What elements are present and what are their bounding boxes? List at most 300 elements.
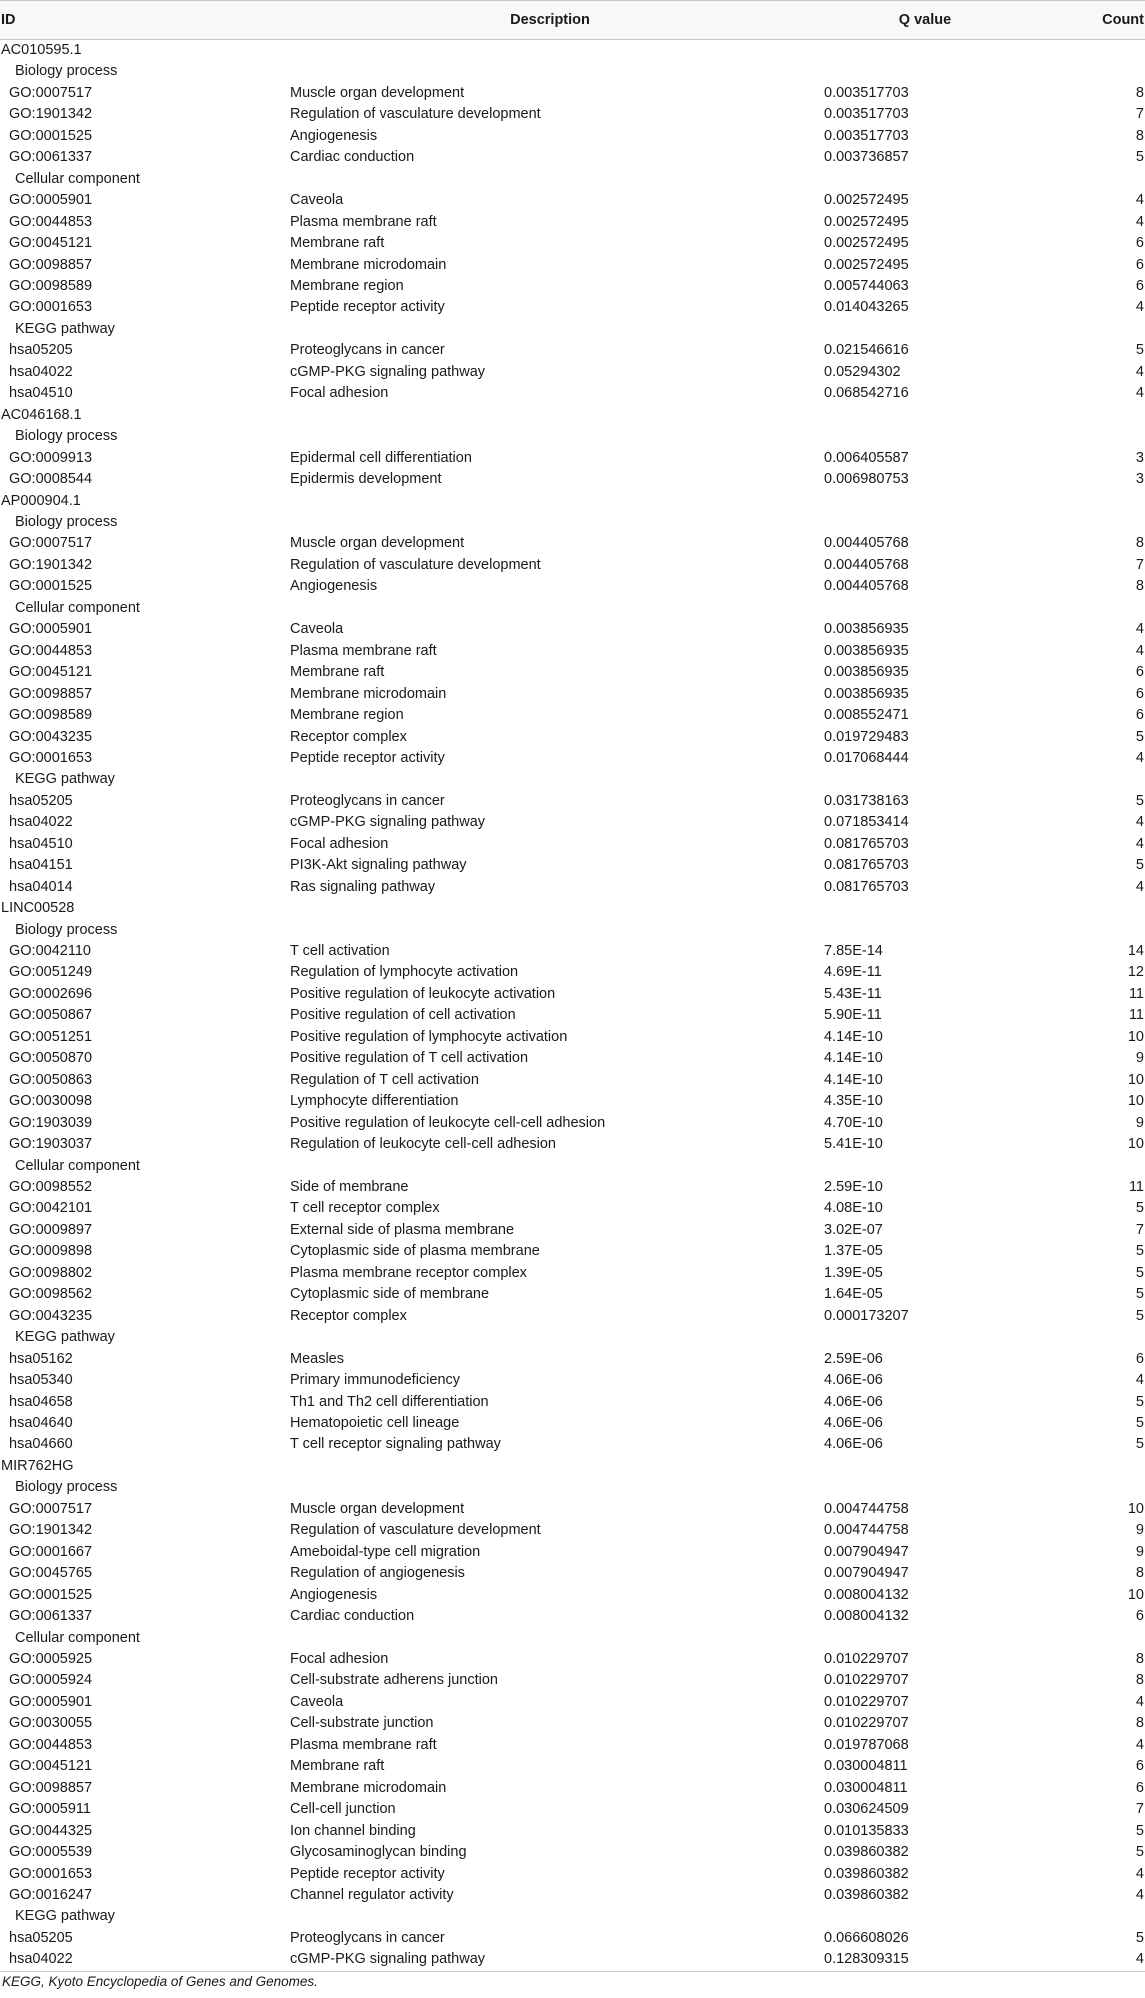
term-description: Channel regulator activity [290, 1886, 454, 1903]
gene-count: 8 [1135, 1650, 1144, 1667]
table-row [0, 1499, 1145, 1520]
q-value: 0.008552471 [824, 707, 909, 724]
table-row [0, 533, 1145, 554]
term-description: T cell receptor complex [290, 1200, 440, 1217]
term-id: GO:0008544 [9, 471, 93, 488]
gene-count: 4 [1135, 749, 1144, 766]
term-id: GO:0007517 [9, 1500, 93, 1517]
q-value: 0.003517703 [824, 127, 909, 144]
term-id: GO:0001525 [9, 1586, 93, 1603]
term-description: Glycosaminoglycan binding [290, 1844, 467, 1861]
category-label: KEGG pathway [15, 1908, 115, 1925]
table-row [0, 1670, 1145, 1691]
table-row [0, 1370, 1145, 1391]
term-id: GO:0045121 [9, 1758, 93, 1775]
q-value: 0.003736857 [824, 149, 909, 166]
table-row [0, 1606, 1145, 1627]
category-row [0, 319, 1145, 340]
term-id: GO:0044853 [9, 1736, 93, 1753]
q-value: 0.081765703 [824, 835, 909, 852]
gene-count: 8 [1135, 84, 1144, 101]
term-id: hsa05205 [9, 792, 73, 809]
term-id: hsa04151 [9, 857, 73, 874]
q-value: 0.081765703 [824, 878, 909, 895]
term-id: hsa04510 [9, 385, 73, 402]
q-value: 0.004405768 [824, 578, 909, 595]
term-description: Membrane microdomain [290, 256, 447, 273]
term-description: Peptide receptor activity [290, 299, 445, 316]
term-id: GO:0009898 [9, 1243, 93, 1260]
term-id: GO:0030098 [9, 1093, 93, 1110]
term-description: Membrane region [290, 277, 404, 294]
table-row [0, 1928, 1145, 1949]
table-row [0, 1735, 1145, 1756]
gene-count: 6 [1135, 1350, 1144, 1367]
gene-count: 8 [1135, 578, 1144, 595]
gene-count: 8 [1135, 1715, 1144, 1732]
table-row [0, 705, 1145, 726]
term-id: GO:0016247 [9, 1886, 93, 1903]
term-id: hsa04640 [9, 1415, 73, 1431]
q-value: 5.41E-10 [824, 1136, 883, 1153]
gene-count: 11 [1128, 985, 1144, 1002]
table-body [0, 40, 1145, 1972]
term-id: GO:0051249 [9, 964, 93, 981]
term-description: Primary immunodeficiency [290, 1372, 461, 1389]
term-description: Plasma membrane receptor complex [290, 1264, 527, 1281]
table-row [0, 1392, 1145, 1413]
gene-count: 3 [1135, 471, 1144, 488]
term-description: Hematopoietic cell lineage [290, 1415, 460, 1431]
table-row [0, 619, 1145, 640]
category-row [0, 61, 1145, 82]
table-row [0, 1713, 1145, 1734]
gene-count: 6 [1135, 235, 1144, 252]
q-value: 4.14E-10 [824, 1050, 883, 1067]
term-description: Regulation of lymphocyte activation [290, 964, 519, 981]
gene-count: 10 [1127, 1028, 1144, 1045]
q-value: 4.06E-06 [824, 1436, 883, 1453]
term-id: GO:0007517 [9, 84, 93, 101]
gene-count: 6 [1135, 256, 1144, 273]
q-value: 4.06E-06 [824, 1393, 883, 1410]
term-id: hsa04658 [9, 1393, 73, 1410]
table-row [0, 855, 1145, 876]
gene-name: MIR762HG [1, 1457, 74, 1474]
category-label: Cellular component [15, 599, 140, 616]
header-q-value: Q value [810, 1, 1040, 40]
q-value: 0.007904947 [824, 1565, 909, 1582]
category-label: Biology process [15, 428, 118, 445]
table-row [0, 812, 1145, 833]
q-value: 0.006405587 [824, 449, 909, 466]
q-value: 0.004744758 [824, 1522, 909, 1539]
gene-count: 6 [1135, 1608, 1144, 1625]
term-id: GO:0050867 [9, 1007, 93, 1024]
term-description: Membrane microdomain [290, 685, 447, 702]
table-row [0, 791, 1145, 812]
gene-count: 4 [1135, 213, 1144, 230]
term-description: Caveola [290, 1693, 344, 1710]
term-id: GO:0098589 [9, 707, 93, 724]
term-id: hsa05340 [9, 1372, 73, 1389]
term-description: Receptor complex [290, 1307, 407, 1324]
q-value: 2.59E-06 [824, 1350, 883, 1367]
term-id: GO:0001653 [9, 299, 93, 316]
term-description: Plasma membrane raft [290, 213, 437, 230]
term-description: Focal adhesion [290, 1650, 389, 1667]
term-description: T cell receptor signaling pathway [290, 1436, 501, 1453]
category-label: Cellular component [15, 1629, 140, 1646]
term-description: Proteoglycans in cancer [290, 792, 445, 809]
table-row [0, 1070, 1145, 1091]
q-value: 0.008004132 [824, 1608, 909, 1625]
gene-count: 7 [1135, 556, 1144, 573]
term-description: Cardiac conduction [290, 1608, 415, 1625]
gene-name: AC046168.1 [1, 406, 82, 423]
q-value: 0.004405768 [824, 556, 909, 573]
q-value: 7.85E-14 [824, 943, 883, 960]
table-row [0, 340, 1145, 361]
q-value: 2.59E-10 [824, 1179, 883, 1196]
q-value: 0.003856935 [824, 664, 909, 681]
gene-count: 5 [1135, 1929, 1144, 1946]
term-id: GO:0005924 [9, 1672, 93, 1689]
term-description: Proteoglycans in cancer [290, 342, 445, 359]
gene-count: 5 [1135, 792, 1144, 809]
q-value: 0.003517703 [824, 106, 909, 123]
term-id: GO:0001667 [9, 1543, 93, 1560]
term-id: GO:0098802 [9, 1264, 93, 1281]
category-row [0, 1906, 1145, 1927]
gene-count: 6 [1135, 707, 1144, 724]
table-row [0, 1649, 1145, 1670]
category-label: Biology process [15, 513, 118, 530]
table-row [0, 1284, 1145, 1305]
q-value: 0.005744063 [824, 277, 909, 294]
term-description: Ameboidal-type cell migration [290, 1543, 481, 1560]
table-row [0, 1177, 1145, 1198]
term-description: Peptide receptor activity [290, 1865, 445, 1882]
gene-count: 3 [1135, 449, 1144, 466]
table-row [0, 212, 1145, 233]
gene-group-row [0, 40, 1145, 62]
gene-count: 4 [1135, 1693, 1144, 1710]
gene-count: 5 [1135, 342, 1144, 359]
gene-count: 5 [1135, 1393, 1144, 1410]
term-description: Cytoplasmic side of plasma membrane [290, 1243, 540, 1260]
q-value: 0.066608026 [824, 1929, 909, 1946]
q-value: 0.128309315 [810, 1949, 1040, 1971]
term-description: Th1 and Th2 cell differentiation [290, 1393, 489, 1410]
term-description: Regulation of leukocyte cell-cell adhesion [290, 1136, 556, 1153]
term-id: hsa05205 [9, 1929, 73, 1946]
q-value: 0.010229707 [824, 1650, 909, 1667]
term-description: Epidermis development [290, 471, 442, 488]
q-value: 0.006980753 [824, 471, 909, 488]
gene-count: 10 [1127, 1071, 1144, 1088]
term-id: hsa04022 [9, 814, 73, 831]
table-row [0, 1349, 1145, 1370]
gene-count: 7 [1135, 1221, 1144, 1238]
term-description: Plasma membrane raft [290, 1736, 437, 1753]
q-value: 5.90E-11 [824, 1007, 882, 1024]
gene-count: 8 [1135, 127, 1144, 144]
term-id: GO:0043235 [9, 1307, 93, 1324]
term-id: hsa05162 [9, 1350, 73, 1367]
gene-group-row [0, 405, 1145, 426]
table-row [0, 1949, 1145, 1971]
term-id: GO:0030055 [9, 1715, 93, 1732]
table-row [0, 469, 1145, 490]
gene-count: 10 [1127, 1136, 1144, 1153]
gene-count: 9 [1135, 1050, 1144, 1067]
term-description: Membrane raft [290, 1758, 385, 1775]
table-row [0, 727, 1145, 748]
term-description: Muscle organ development [290, 1500, 465, 1517]
q-value: 4.06E-06 [824, 1372, 883, 1389]
q-value: 3.02E-07 [824, 1221, 883, 1238]
table-row [0, 962, 1145, 983]
table-row [0, 1113, 1145, 1134]
term-id: GO:0001653 [9, 1865, 93, 1882]
table-row [0, 1799, 1145, 1820]
table-footnote: KEGG, Kyoto Encyclopedia of Genes and Genomes. [2, 1973, 318, 1989]
term-id: hsa04014 [9, 878, 73, 895]
term-id: GO:0045121 [9, 235, 93, 252]
gene-count: 5 [1135, 1243, 1144, 1260]
table-row [0, 190, 1145, 211]
table-row [0, 383, 1145, 404]
term-description: Regulation of vasculature development [290, 106, 541, 123]
term-id: GO:0098562 [9, 1286, 93, 1303]
table-row [0, 984, 1145, 1005]
term-id: GO:0005901 [9, 621, 93, 638]
q-value: 4.14E-10 [824, 1071, 883, 1088]
table-row [0, 834, 1145, 855]
gene-count: 8 [1135, 1565, 1144, 1582]
gene-count: 10 [1127, 1500, 1144, 1517]
category-row [0, 1327, 1145, 1348]
q-value: 0.071853414 [824, 814, 909, 831]
q-value: 0.019787068 [824, 1736, 909, 1753]
q-value: 0.039860382 [824, 1844, 909, 1861]
term-id: GO:0098589 [9, 277, 93, 294]
gene-count: 4 [1135, 363, 1144, 380]
category-label: Cellular component [15, 1157, 140, 1174]
term-description: Membrane raft [290, 664, 385, 681]
q-value: 0.030624509 [824, 1801, 909, 1818]
table-row [0, 1585, 1145, 1606]
gene-count: 5 [1135, 1286, 1144, 1303]
term-id: GO:0098857 [9, 685, 93, 702]
q-value: 0.003856935 [824, 642, 909, 659]
term-description: Positive regulation of leukocyte cell-cell adhesion [290, 1114, 606, 1131]
gene-count: 4 [1135, 1865, 1144, 1882]
table-row [0, 1821, 1145, 1842]
table-row [0, 1027, 1145, 1048]
term-description: Caveola [290, 621, 344, 638]
gene-count: 4 [1135, 1886, 1144, 1903]
term-id: GO:0098857 [9, 1779, 93, 1796]
term-id: GO:0045121 [9, 664, 93, 681]
gene-count: 11 [1128, 1179, 1144, 1196]
term-description: Focal adhesion [290, 385, 389, 402]
q-value: 0.021546616 [824, 342, 909, 359]
table-header [0, 1, 1145, 40]
gene-count: 6 [1135, 1779, 1144, 1796]
gene-name: AC010595.1 [1, 42, 82, 58]
term-id: GO:0044853 [9, 642, 93, 659]
term-id: GO:1901342 [9, 556, 93, 573]
table-row [0, 748, 1145, 769]
term-id: GO:0044325 [9, 1822, 93, 1839]
table-row [0, 83, 1145, 104]
term-id: GO:0007517 [9, 535, 93, 552]
table-row [0, 255, 1145, 276]
term-description: Peptide receptor activity [290, 749, 445, 766]
term-description: Regulation of angiogenesis [290, 1565, 465, 1582]
table-row [0, 1413, 1145, 1434]
gene-count: 4 [1135, 385, 1144, 402]
header-row [0, 1, 1145, 40]
gene-count: 5 [1135, 857, 1144, 874]
gene-count: 4 [1135, 1372, 1144, 1389]
term-description: Side of membrane [290, 1179, 409, 1196]
term-description: Muscle organ development [290, 84, 465, 101]
term-id: GO:0050870 [9, 1050, 93, 1067]
term-id: GO:1903039 [9, 1114, 93, 1131]
q-value: 1.64E-05 [824, 1286, 883, 1303]
term-description: Membrane region [290, 707, 404, 724]
term-description: Muscle organ development [290, 535, 465, 552]
q-value: 0.081765703 [824, 857, 909, 874]
table-row [0, 1692, 1145, 1713]
table-row [0, 233, 1145, 254]
term-description: Caveola [290, 192, 344, 209]
table-row [0, 1542, 1145, 1563]
q-value: 0.002572495 [824, 256, 909, 273]
term-id: GO:0009913 [9, 449, 93, 466]
term-id: GO:0044853 [9, 213, 93, 230]
category-row [0, 169, 1145, 190]
q-value: 0.010229707 [824, 1672, 909, 1689]
table-row [0, 1263, 1145, 1284]
q-value: 0.000173207 [824, 1307, 909, 1324]
gene-count: 6 [1135, 685, 1144, 702]
gene-count: 5 [1135, 1436, 1144, 1453]
q-value: 0.004405768 [824, 535, 909, 552]
term-id: GO:0061337 [9, 149, 93, 166]
category-label: KEGG pathway [15, 320, 115, 337]
gene-count: 10 [1127, 1093, 1144, 1110]
gene-count: 4 [1135, 835, 1144, 852]
gene-count: 5 [1135, 1415, 1144, 1431]
gene-group-row [0, 898, 1145, 919]
q-value: 0.068542716 [824, 385, 909, 402]
term-description: Angiogenesis [290, 578, 378, 595]
term-id: GO:0009897 [9, 1221, 93, 1238]
table-row [0, 1198, 1145, 1219]
gene-count: 6 [1135, 1758, 1144, 1775]
gene-count: 7 [1135, 106, 1144, 123]
term-id: hsa04660 [9, 1436, 73, 1453]
term-id: GO:0005901 [9, 192, 93, 209]
category-row [0, 1156, 1145, 1177]
gene-count: 9 [1135, 1114, 1144, 1131]
table-row [0, 1220, 1145, 1241]
gene-count: 5 [1135, 1200, 1144, 1217]
q-value: 4.69E-11 [824, 964, 882, 981]
term-description: cGMP-PKG signaling pathway [290, 814, 486, 831]
gene-count: 5 [1135, 1822, 1144, 1839]
term-id: GO:0005539 [9, 1844, 93, 1861]
category-label: Biology process [15, 1479, 118, 1496]
term-id: GO:0005925 [9, 1650, 93, 1667]
table-row [0, 362, 1145, 383]
term-description: Plasma membrane raft [290, 642, 437, 659]
term-id: GO:1901342 [9, 1522, 93, 1539]
category-row [0, 512, 1145, 533]
table-row [0, 662, 1145, 683]
term-id: GO:0042110 [9, 943, 91, 960]
table-row [0, 1134, 1145, 1155]
gene-name: AP000904.1 [1, 492, 81, 509]
term-id: hsa05205 [9, 342, 73, 359]
header-description: Description [290, 1, 810, 40]
q-value: 0.030004811 [824, 1779, 908, 1796]
term-id: GO:0001653 [9, 749, 93, 766]
term-description: Regulation of vasculature development [290, 556, 541, 573]
category-row [0, 1477, 1145, 1498]
category-row [0, 920, 1145, 941]
table-row [0, 1091, 1145, 1112]
gene-count: 8 [1135, 535, 1144, 552]
q-value: 0.003856935 [824, 685, 909, 702]
term-description: Membrane raft [290, 235, 385, 252]
term-description: External side of plasma membrane [290, 1221, 515, 1238]
term-description: Measles [290, 1350, 344, 1367]
term-id: GO:1903037 [9, 1136, 93, 1153]
q-value: 0.019729483 [824, 728, 909, 745]
term-description: cGMP-PKG signaling pathway [290, 363, 486, 380]
table-row [0, 941, 1145, 962]
term-description: Membrane microdomain [290, 1779, 447, 1796]
category-row [0, 1628, 1145, 1649]
term-description: Angiogenesis [290, 127, 378, 144]
term-id: GO:0002696 [9, 985, 93, 1002]
q-value: 0.003517703 [824, 84, 909, 101]
q-value: 4.70E-10 [824, 1114, 883, 1131]
category-label: Cellular component [15, 170, 140, 187]
gene-count: 5 [1135, 149, 1144, 166]
table-row [0, 555, 1145, 576]
term-description: Receptor complex [290, 728, 407, 745]
table-row [0, 1756, 1145, 1777]
gene-count: 7 [1135, 1801, 1144, 1818]
term-id: GO:0005901 [9, 1693, 93, 1710]
term-description: Positive regulation of T cell activation [290, 1050, 529, 1067]
category-row [0, 598, 1145, 619]
q-value: 4.14E-10 [824, 1028, 883, 1045]
table-row [0, 1842, 1145, 1863]
q-value: 0.030004811 [824, 1758, 908, 1775]
term-description: Regulation of T cell activation [290, 1071, 479, 1088]
q-value: 0.014043265 [824, 299, 909, 316]
gene-count: 8 [1135, 1672, 1144, 1689]
gene-count: 4 [1135, 642, 1144, 659]
term-description: Cytoplasmic side of membrane [290, 1286, 490, 1303]
